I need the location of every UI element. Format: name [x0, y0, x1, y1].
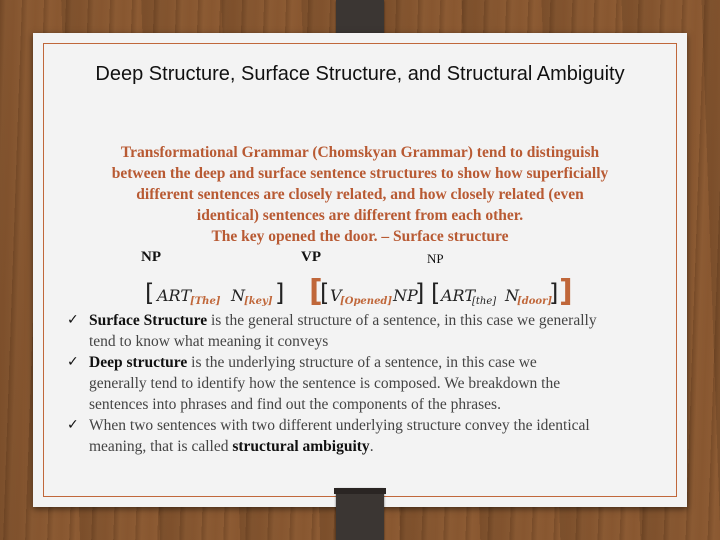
intro-line: identical) sentences are different from each other.	[196, 207, 524, 224]
checkmark-icon: ✓	[67, 354, 79, 370]
bracket-structure	[33, 274, 687, 311]
label-vp: VP	[301, 249, 321, 265]
art-subscript: [The]	[190, 296, 221, 307]
intro-line: Transformational Grammar (Chomskyan Grammar) tend to distinguish	[120, 144, 600, 161]
label-np-subject: NP	[141, 249, 161, 265]
noun-symbol: N	[231, 286, 245, 305]
noun-subscript: [key]	[244, 296, 273, 307]
checkmark-icon: ✓	[67, 312, 79, 328]
open-bracket-vp: [	[309, 274, 323, 309]
intro-paragraph	[53, 142, 667, 247]
bullet-list	[67, 310, 667, 457]
term-surface-structure: Surface Structure	[89, 312, 208, 329]
intro-example: The key opened the door. – Surface structure	[211, 228, 509, 245]
list-item: ✓ Surface Structure is the general structure of a sentence, in this case we generally tend to know what meaning it conveys	[67, 312, 597, 350]
close-bracket: ]	[415, 279, 425, 307]
list-item: ✓ Deep structure is the underlying structure of a sentence, in this case we generally tend to identify how the sentence is composed. We breakdown the sentences into phrases and find out the components of the phrases.	[67, 354, 561, 413]
art-symbol: ART	[157, 286, 191, 305]
open-bracket: [	[320, 279, 330, 307]
close-bracket: ]	[549, 279, 559, 307]
phrase-labels	[33, 249, 687, 271]
close-bracket-vp: ]	[559, 274, 573, 309]
term-structural-ambiguity: structural ambiguity	[232, 438, 370, 455]
intro-line: different sentences are closely related, and how closely related (even	[136, 186, 584, 203]
list-item: ✓ When two sentences with two different underlying structure convey the identical meaning, that is called structural ambiguity.	[67, 417, 590, 455]
open-bracket: [	[431, 279, 441, 307]
intro-line: between the deep and surface sentence structures to show how superficially	[111, 165, 609, 182]
noun-symbol: N	[505, 286, 519, 305]
binder-clip-bottom	[336, 488, 384, 540]
verb-subscript: [Opened]	[340, 296, 393, 307]
open-bracket: [	[145, 279, 155, 307]
slide-paper	[33, 33, 687, 507]
np-symbol: NP	[393, 286, 418, 305]
term-deep-structure: Deep structure	[89, 354, 188, 371]
noun-subscript: [door]	[517, 296, 553, 307]
close-bracket: ]	[275, 279, 285, 307]
checkmark-icon: ✓	[67, 417, 79, 433]
verb-symbol: V	[330, 286, 342, 305]
art-symbol: ART	[441, 286, 475, 305]
art-subscript: [the]	[472, 296, 497, 307]
label-np-object: NP	[427, 251, 444, 266]
slide-title: Deep Structure, Surface Structure, and Structural Ambiguity	[95, 63, 625, 85]
